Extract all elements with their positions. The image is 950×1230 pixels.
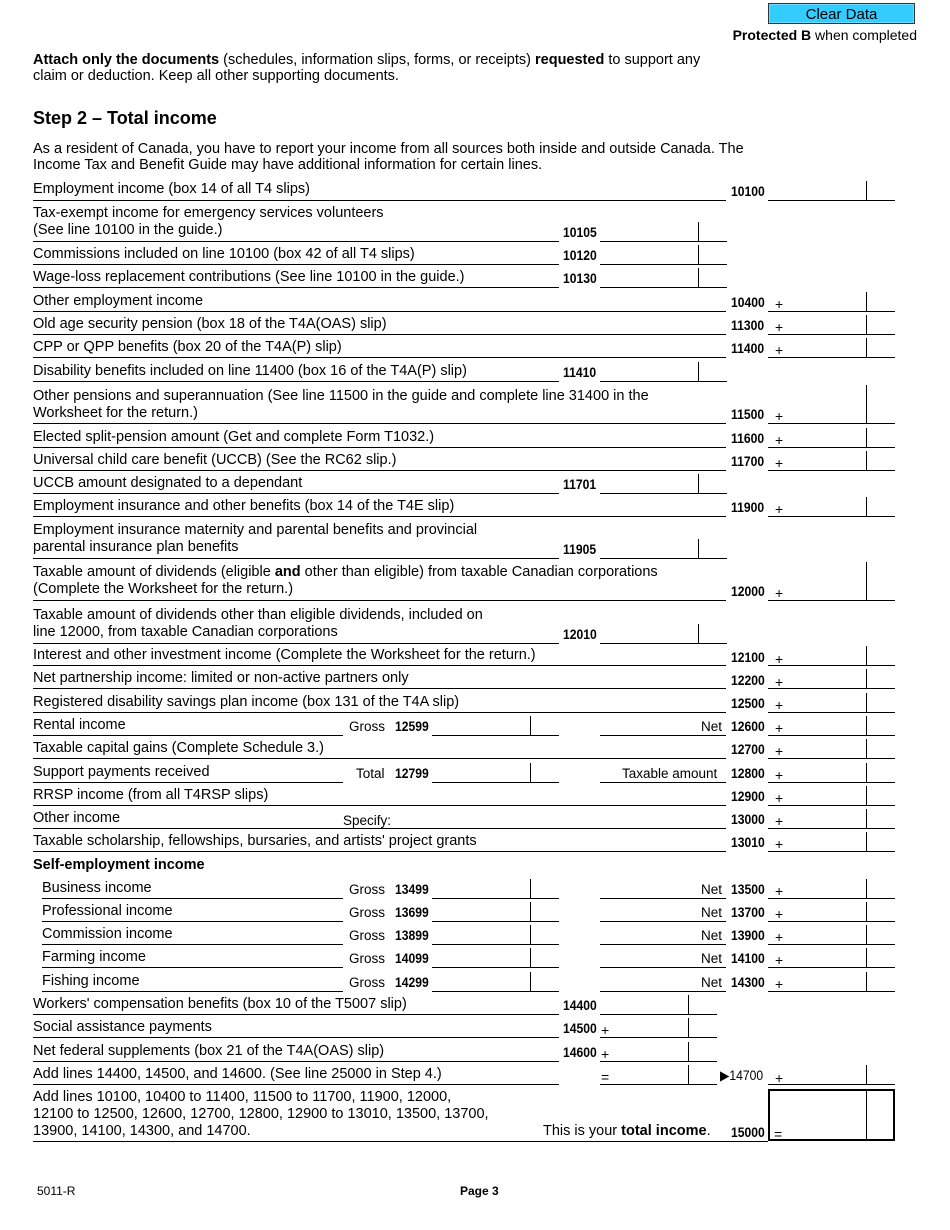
line-12000-text-a: Taxable amount of dividends (eligible (33, 564, 275, 580)
plus-sign: + (775, 455, 784, 471)
divider (33, 758, 726, 759)
line-14300-amount[interactable] (768, 972, 895, 992)
line-12700-code: 12700 (731, 742, 765, 757)
divider (33, 447, 726, 448)
line-11905-code: 11905 (563, 542, 597, 557)
line-11410-amount[interactable] (600, 362, 727, 382)
line-12900-label: RRSP income (from all T4RSP slips) (33, 787, 269, 803)
line-10130-code: 10130 (563, 271, 597, 286)
line-14400-label: Workers' compensation benefits (box 10 of the T5007 slip) (33, 996, 407, 1012)
line-11700-code: 11700 (731, 454, 765, 469)
divider (33, 1014, 559, 1015)
line-12600-code: 12600 (731, 719, 765, 734)
line-12800-label: Support payments received (33, 764, 210, 780)
line-13899-code: 13899 (395, 928, 429, 943)
line-12000-label-1 (33, 564, 658, 581)
line-10105-label-1: Tax-exempt income for emergency services volunteers (33, 205, 384, 221)
line-14500-amount[interactable] (600, 1018, 717, 1038)
divider (600, 921, 726, 922)
protected-b-notice (733, 27, 917, 43)
line-12200-label: Net partnership income: limited or non-active partners only (33, 670, 409, 686)
line-12000-code: 12000 (731, 584, 765, 599)
line-14700-label: Add lines 14400, 14500, and 14600. (See line 25000 in Step 4.) (33, 1066, 442, 1082)
divider (33, 311, 726, 312)
divider (33, 600, 726, 601)
line-11300-code: 11300 (731, 318, 765, 333)
line-13010-code: 13010 (731, 835, 765, 850)
plus-sign: + (775, 408, 784, 424)
divider (33, 851, 726, 852)
divider (33, 1141, 768, 1142)
line-12800-amount[interactable] (768, 763, 895, 783)
net-label: Net (701, 928, 723, 943)
line-13700-amount[interactable] (768, 902, 895, 922)
divider (600, 735, 726, 736)
attach-bold-1: Attach only the documents (33, 52, 220, 68)
total-income-pre: This is your (543, 1123, 622, 1139)
line-11400-amount[interactable] (768, 338, 895, 358)
plus-sign: + (775, 585, 784, 601)
line-13700-label: Professional income (42, 903, 173, 919)
plus-sign: + (775, 976, 784, 992)
divider (33, 665, 726, 666)
line-13699-code: 13699 (395, 905, 429, 920)
line-13500-code: 13500 (731, 882, 765, 897)
line-12000-text-b: and (274, 564, 301, 580)
line-15000-label-3: 13900, 14100, 14300, and 14700. (33, 1123, 251, 1139)
divider (600, 782, 726, 783)
divider (33, 334, 726, 335)
line-14300-label: Fishing income (42, 973, 140, 989)
line-14100-code: 14100 (731, 951, 765, 966)
line-11700-amount[interactable] (768, 451, 895, 471)
line-11500-code: 11500 (731, 407, 765, 422)
line-13699-amount[interactable] (432, 902, 559, 922)
net-label: Net (701, 951, 723, 966)
divider (42, 921, 343, 922)
divider (600, 991, 726, 992)
plus-sign: + (775, 720, 784, 736)
divider (33, 287, 559, 288)
line-11300-amount[interactable] (768, 315, 895, 335)
line-10130-amount[interactable] (600, 268, 727, 288)
equals-sign: = (601, 1069, 610, 1085)
line-12010-label-1: Taxable amount of dividends other than eligible dividends, included on (33, 607, 483, 623)
divider (33, 264, 559, 265)
line-14700-subtotal[interactable] (600, 1065, 717, 1085)
line-11500-label-1: Other pensions and superannuation (See line 11500 in the guide and complete line 31400 in the (33, 388, 649, 404)
line-12100-code: 12100 (731, 650, 765, 665)
divider (33, 516, 726, 517)
line-11500-amount[interactable] (768, 385, 895, 424)
divider (33, 200, 726, 201)
attach-text-2: to support any claim or deduction. Keep all other supporting documents. (33, 52, 701, 84)
plus-sign: + (775, 296, 784, 312)
line-11900-amount[interactable] (768, 497, 895, 517)
divider (33, 688, 726, 689)
line-11905-label-2: parental insurance plan benefits (33, 539, 239, 555)
line-12700-amount[interactable] (768, 739, 895, 759)
line-13900-label: Commission income (42, 926, 173, 942)
line-11900-label: Employment insurance and other benefits (box 14 of the T4E slip) (33, 498, 455, 514)
total-income-statement (543, 1123, 711, 1140)
line-11701-code: 11701 (563, 477, 597, 492)
divider (33, 381, 559, 382)
line-10105-code: 10105 (563, 225, 597, 240)
plus-sign: + (601, 1046, 610, 1062)
step-title: Step 2 – Total income (33, 108, 217, 128)
line-12600-amount[interactable] (768, 716, 895, 736)
plus-sign: + (775, 319, 784, 335)
divider (33, 241, 559, 242)
divider (42, 991, 343, 992)
line-10120-amount[interactable] (600, 245, 727, 265)
total-income-post: . (706, 1123, 711, 1139)
plus-sign: + (775, 906, 784, 922)
line-11400-label: CPP or QPP benefits (box 20 of the T4A(P) slip) (33, 339, 342, 355)
line-12800-code: 12800 (731, 766, 765, 781)
net-label: Net (701, 719, 723, 734)
divider (33, 782, 343, 783)
line-14400-code: 14400 (563, 998, 597, 1013)
line-13500-label: Business income (42, 880, 152, 896)
equals-sign: = (774, 1126, 783, 1142)
taxable-amount-label: Taxable amount (622, 766, 718, 781)
line-14300-code: 14300 (731, 975, 765, 990)
line-11600-code: 11600 (731, 431, 765, 446)
divider (33, 558, 559, 559)
plus-sign: + (775, 952, 784, 968)
line-11300-label: Old age security pension (box 18 of the T4A(OAS) slip) (33, 316, 387, 332)
divider (600, 944, 726, 945)
total-label: Total (356, 766, 385, 781)
line-12700-label: Taxable capital gains (Complete Schedule 3.) (33, 740, 324, 756)
line-12000-label-2: (Complete the Worksheet for the return.) (33, 581, 294, 597)
line-11600-amount[interactable] (768, 428, 895, 448)
gross-label: Gross (349, 951, 386, 966)
line-11900-code: 11900 (731, 500, 765, 515)
protected-label: Protected B (732, 27, 812, 43)
page-number: Page 3 (460, 1184, 499, 1198)
divider (33, 1084, 559, 1085)
divider (33, 805, 726, 806)
line-15000-code: 15000 (731, 1125, 765, 1140)
line-13000-label: Other income (33, 810, 121, 826)
gross-label: Gross (349, 719, 386, 734)
line-13010-label: Taxable scholarship, fellowships, bursaries, and artists' project grants (33, 833, 477, 849)
line-12500-label: Registered disability savings plan income (box 131 of the T4A slip) (33, 694, 460, 710)
divider (33, 1061, 559, 1062)
line-12600-label: Rental income (33, 717, 126, 733)
divider (33, 1037, 559, 1038)
plus-sign: + (775, 432, 784, 448)
divider (33, 643, 559, 644)
plus-sign: + (775, 674, 784, 690)
divider (42, 898, 343, 899)
clear-data-button[interactable]: Clear Data (768, 3, 915, 24)
line-13000-amount[interactable] (768, 809, 895, 829)
divider (600, 967, 726, 968)
line-11400-code: 11400 (731, 341, 765, 356)
plus-sign: + (775, 743, 784, 759)
plus-sign: + (775, 790, 784, 806)
line-10105-label-2: (See line 10100 in the guide.) (33, 222, 223, 238)
line-11600-label: Elected split-pension amount (Get and complete Form T1032.) (33, 429, 435, 445)
line-10100-amount[interactable] (768, 181, 895, 201)
divider (42, 944, 343, 945)
line-11701-label: UCCB amount designated to a dependant (33, 475, 303, 491)
divider (33, 735, 343, 736)
line-11701-amount[interactable] (600, 474, 727, 494)
line-13900-code: 13900 (731, 928, 765, 943)
gross-label: Gross (349, 975, 386, 990)
divider (33, 470, 726, 471)
attach-text-1: (schedules, information slips, forms, or receipts) (219, 52, 535, 68)
line-12000-amount[interactable] (768, 562, 895, 601)
plus-sign: + (775, 813, 784, 829)
line-15000-label-2: 12100 to 12500, 12600, 12700, 12800, 12900 to 13010, 13500, 13700, (33, 1106, 489, 1122)
line-12799-amount[interactable] (432, 763, 559, 783)
line-14099-amount[interactable] (432, 948, 559, 968)
divider (33, 828, 726, 829)
step-intro: As a resident of Canada, you have to report your income from all sources both inside and outside Canada. The Income Tax and Benefit Guide may have additional information for certain lines. (33, 141, 744, 173)
plus-sign: + (775, 929, 784, 945)
net-label: Net (701, 882, 723, 897)
line-10100-label: Employment income (box 14 of all T4 slips) (33, 181, 310, 197)
divider (33, 423, 726, 424)
line-13899-amount[interactable] (432, 925, 559, 945)
line-14099-code: 14099 (395, 951, 429, 966)
protected-suffix: when completed (811, 27, 917, 43)
attach-bold-2: requested (535, 52, 605, 68)
line-12010-amount[interactable] (600, 624, 727, 644)
total-income-bold: total income (621, 1123, 707, 1139)
line-13000-code: 13000 (731, 812, 765, 827)
line-11700-label: Universal child care benefit (UCCB) (See the RC62 slip.) (33, 452, 397, 468)
line-14100-label: Farming income (42, 949, 146, 965)
plus-sign: + (775, 767, 784, 783)
divider (33, 712, 726, 713)
line-14700-code: ▶14700 (720, 1068, 764, 1083)
line-13900-amount[interactable] (768, 925, 895, 945)
line-12500-amount[interactable] (768, 693, 895, 713)
total-income-amount[interactable] (768, 1089, 895, 1141)
line-12900-code: 12900 (731, 789, 765, 804)
line-12100-label: Interest and other investment income (Complete the Worksheet for the return.) (33, 647, 536, 663)
line-14600-label: Net federal supplements (box 21 of the T4A(OAS) slip) (33, 1043, 385, 1059)
line-12010-code: 12010 (563, 627, 597, 642)
line-11410-label: Disability benefits included on line 11400 (box 16 of the T4A(P) slip) (33, 363, 467, 379)
line-10400-amount[interactable] (768, 292, 895, 312)
line-11905-label-1: Employment insurance maternity and parental benefits and provincial (33, 522, 478, 538)
line-12100-amount[interactable] (768, 646, 895, 666)
line-10400-code: 10400 (731, 295, 765, 310)
line-11410-code: 11410 (563, 365, 597, 380)
form-number: 5011-R (37, 1184, 76, 1198)
line-12500-code: 12500 (731, 696, 765, 711)
line-14400-amount[interactable] (600, 995, 717, 1015)
line-10400-label: Other employment income (33, 293, 204, 309)
plus-sign: + (775, 1070, 784, 1086)
line-12200-amount[interactable] (768, 669, 895, 689)
net-label: Net (701, 905, 723, 920)
gross-label: Gross (349, 905, 386, 920)
divider (33, 493, 559, 494)
plus-sign: + (775, 883, 784, 899)
line-14600-amount[interactable] (600, 1042, 717, 1062)
line-14600-code: 14600 (563, 1045, 597, 1060)
plus-sign: + (775, 501, 784, 517)
line-12010-label-2: line 12000, from taxable Canadian corporations (33, 624, 338, 640)
line-14100-amount[interactable] (768, 948, 895, 968)
line-11905-amount[interactable] (600, 539, 727, 559)
plus-sign: + (775, 342, 784, 358)
line-10130-label: Wage-loss replacement contributions (See line 10100 in the guide.) (33, 269, 465, 285)
line-12799-code: 12799 (395, 766, 429, 781)
gross-label: Gross (349, 928, 386, 943)
specify-label: Specify: (343, 813, 392, 828)
line-12000-text-c: other than eligible) from taxable Canadian corporations (300, 564, 658, 580)
line-10120-label: Commissions included on line 10100 (box 42 of all T4 slips) (33, 246, 415, 262)
line-10100-code: 10100 (731, 184, 765, 199)
line-14700-amount[interactable] (768, 1065, 895, 1085)
line-12599-amount[interactable] (432, 716, 559, 736)
plus-sign: + (601, 1022, 610, 1038)
plus-sign: + (775, 836, 784, 852)
line-10120-code: 10120 (563, 248, 597, 263)
line-13010-amount[interactable] (768, 832, 895, 852)
line-12900-amount[interactable] (768, 786, 895, 806)
line-14299-code: 14299 (395, 975, 429, 990)
plus-sign: + (775, 697, 784, 713)
attach-documents-note (33, 52, 733, 84)
self-employment-heading: Self-employment income (33, 857, 205, 873)
divider (42, 967, 343, 968)
line-11500-label-2: Worksheet for the return.) (33, 405, 198, 421)
line-12599-code: 12599 (395, 719, 429, 734)
line-14500-code: 14500 (563, 1021, 597, 1036)
line-13499-code: 13499 (395, 882, 429, 897)
line-13500-amount[interactable] (768, 879, 895, 899)
line-14500-label: Social assistance payments (33, 1019, 212, 1035)
line-14299-amount[interactable] (432, 972, 559, 992)
line-13700-code: 13700 (731, 905, 765, 920)
line-12200-code: 12200 (731, 673, 765, 688)
divider (33, 357, 726, 358)
line-10105-amount[interactable] (600, 222, 727, 242)
line-13499-amount[interactable] (432, 879, 559, 899)
plus-sign: + (775, 651, 784, 667)
net-label: Net (701, 975, 723, 990)
line-15000-label-1: Add lines 10100, 10400 to 11400, 11500 to 11700, 11900, 12000, (33, 1089, 452, 1105)
divider (600, 898, 726, 899)
gross-label: Gross (349, 882, 386, 897)
